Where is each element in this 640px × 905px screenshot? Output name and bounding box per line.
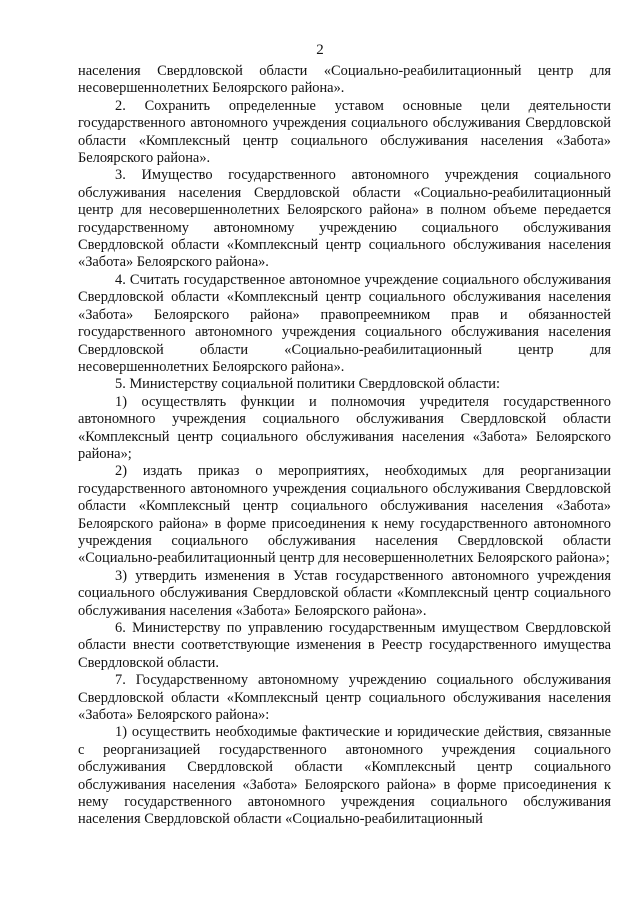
paragraph-item-4: 4. Считать государственное автономное учреждение социального обслуживания Свердловской области «Комплексный центр социального обслуживания населения «Забота» Белоярского района» правопреемником прав и обязанностей государственного автономного учреждения социального обслуживания населения Свердловской области «Социально-реабилитационный центр для несовершеннолетних Белоярского района». bbox=[78, 271, 611, 375]
paragraph-item-5: 5. Министерству социальной политики Свердловской области: bbox=[115, 376, 500, 393]
paragraph-item-6: 6. Министерству по управлению государственным имуществом Свердловской области внести соответствующие изменения в Реестр государственного имущества Свердловской области. bbox=[78, 620, 611, 671]
document-body bbox=[78, 63, 611, 829]
paragraph-item-2: 2. Сохранить определенные уставом основные цели деятельности государственного автономного учреждения социального обслуживания Свердловской области «Комплексный центр социального обслуживания населения «Забота» Белоярского района». bbox=[78, 97, 611, 167]
paragraph-item-3: 3. Имущество государственного автономного учреждения социального обслуживания населения Свердловской области «Социально-реабилитационный центр для несовершеннолетних Белоярского района» в полном объеме передается государственному автономному учреждению социального обслуживания Свердловской области «Комплексный центр социального обслуживания населения «Забота» Белоярского района». bbox=[78, 167, 611, 271]
paragraph-item-5-1: 1) осуществлять функции и полномочия учредителя государственного автономного учреждения социального обслуживания Свердловской области «Комплексный центр социального обслуживания населения «Забота» Белоярского района»; bbox=[78, 393, 611, 462]
paragraph-item-7-1: 1) осуществить необходимые фактические и юридические действия, связанные с реорганизацией государственного автономного учреждения социального обслуживания Свердловской области «Комплексный центр социального обслуживания населения «Забота» Белоярского района» в форме присоединения к нему государственного автономного учреждения социального обслуживания населения Свердловской области «Социально-реабилитационный bbox=[78, 724, 611, 828]
paragraph-item-5-3: 3) утвердить изменения в Устав государственного автономного учреждения социального обслуживания Свердловской области «Комплексный центр социального обслуживания населения «Забота» Белоярского района». bbox=[78, 567, 611, 619]
paragraph-item-5-2: 2) издать приказ о мероприятиях, необходимых для реорганизации государственного автономного учреждения социального обслуживания Свердловской области «Комплексный центр социального обслуживания населения «Забота» Белоярского района» в форме присоединения к нему государственного автономного учреждения социального обслуживания населения Свердловской области «Социально-реабилитационный центр для несовершеннолетних Белоярского района»; bbox=[78, 463, 611, 567]
paragraph-item-7: 7. Государственному автономному учреждению социального обслуживания Свердловской области «Комплексный центр социального обслуживания населения «Забота» Белоярского района»: bbox=[78, 672, 611, 724]
paragraph-continuation: населения Свердловской области «Социально-реабилитационный центр для несовершеннолетних Белоярского района». bbox=[78, 63, 611, 97]
page-number: 2 bbox=[316, 42, 324, 58]
